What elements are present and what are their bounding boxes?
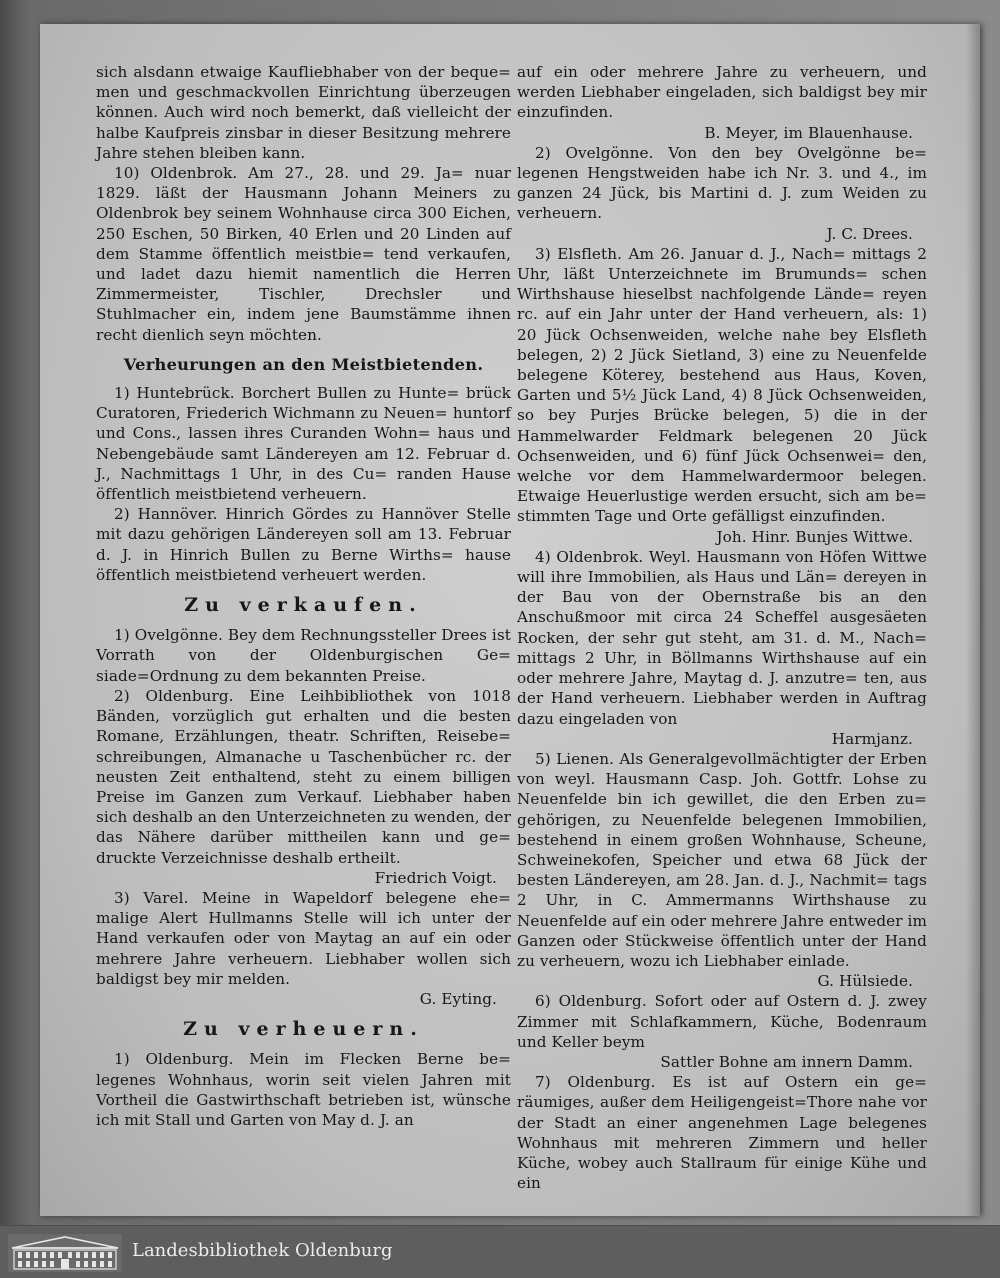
heading-for-rent: Zu verheuern. (183, 1018, 424, 1041)
rent-3-signature: Joh. Hinr. Bunjes Wittwe. (716, 527, 913, 546)
lease-1-paragraph: 1) Huntebrück. Borchert Bullen zu Hunte= brück Curatoren, Friederich Wichmann zu Neuen= huntorf und Cons., lassen ihres Curanden Wohn= haus und Nebengebäude samt Ländereyen am 12. Februar d. J., Nachmittags 1 Uhr, in des Cu= randen Hause öffentlich meistbietend verheuern. (96, 384, 511, 504)
rent-1-paragraph: 1) Oldenburg. Mein im Flecken Berne be= legenes Wohnhaus, worin seit vielen Jahren mit Vortheil die Gastwirthschaft betrieben ist, wünsche ich mit Stall und Garten von May d. J. an (96, 1050, 511, 1129)
item-10-paragraph: 10) Oldenbrok. Am 27., 28. und 29. Ja= nuar 1829. läßt der Hausmann Johann Meiners zu Oldenbrok bey seinem Wohnhause circa 300 Eichen, 250 Eschen, 50 Birken, 40 Erlen und 20 Linden auf dem Stamme öffentlich meistbie= tend verkaufen, und ladet dazu hiemit namentlich die Herren Zimmermeister, Tischler, Drechsler und Stuhlmacher ein, indem jene Baumstämme ihnen recht dienlich seyn möchten. (96, 164, 511, 344)
library-building-icon (8, 1234, 122, 1272)
rent-1-continuation: auf ein oder mehrere Jahre zu verheuern, und werden Liebhaber eingeladen, sich baldigst bey mir einzufinden. (517, 63, 927, 122)
left-column (96, 62, 511, 1130)
rent-6-signature: Sattler Bohne am innern Damm. (660, 1052, 913, 1071)
rent-7-paragraph: 7) Oldenburg. Es ist auf Ostern ein ge= räumiges, außer dem Heiligengeist=Thore nahe vor der Stadt an einer angenehmen Lage belegenes Wohnhaus mit mehreren Zimmern und heller Küche, wobey auch Stallraum für einige Kühe und ein (517, 1073, 927, 1193)
intro-paragraph: sich alsdann etwaige Kaufliebhaber von der beque= men und geschmackvollen Einrichtung überzeugen können. Auch wird noch bemerkt, daß vielleicht der halbe Kaufpreis zinsbar in dieser Besitzung mehrere Jahre stehen bleiben kann. (96, 63, 511, 162)
page-edge-shadow (966, 24, 980, 1216)
rent-4-signature: Harmjanz. (831, 729, 913, 748)
rent-6-paragraph: 6) Oldenburg. Sofort oder auf Ostern d. J. zwey Zimmer mit Schlafkammern, Küche, Bodenraum und Keller beym (517, 992, 927, 1051)
sale-2-paragraph: 2) Oldenburg. Eine Leihbibliothek von 1018 Bänden, vorzüglich gut erhalten und die besten Romane, Erzählungen, theatr. Schriften, Reisebe= schreibungen, Almanache u Taschenbücher rc. der neusten Zeit enthaltend, steht zu einem billigen Preise im Ganzen zum Verkauf. Liebhaber haben sich deshalb an den Unterzeichneten zu wenden, der das Nähere darüber mittheilen kann und ge= druckte Verzeichnisse deshalb ertheilt. (96, 686, 511, 867)
heading-for-sale: Zu verkaufen. (184, 594, 423, 617)
rent-2-paragraph: 2) Ovelgönne. Von den bey Ovelgönne be= legenen Hengstweiden habe ich Nr. 3. und 4., im ganzen 24 Jück, bis Martini d. J. zum Weiden zu verheuern. (517, 143, 927, 223)
sale-1-paragraph: 1) Ovelgönne. Bey dem Rechnungssteller Drees ist Vorrath von der Oldenburgischen Ge= siade=Ordnung zu dem bekannten Preise. (96, 626, 511, 685)
sale-3-paragraph: 3) Varel. Meine in Wapeldorf belegene ehe= malige Alert Hullmanns Stelle will ich unter der Hand verkaufen oder von Maytag an auf ein oder mehrere Jahre verheuern. Liebhaber wollen sich baldigst bey mir melden. (96, 888, 511, 988)
lease-2-paragraph: 2) Hannöver. Hinrich Gördes zu Hannöver Stelle mit dazu gehörigen Ländereyen soll am 13. Februar d. J. in Hinrich Bullen zu Berne Wirths= hause öffentlich meistbietend verheuert werden. (96, 505, 511, 584)
rent-3-paragraph: 3) Elsfleth. Am 26. Januar d. J., Nach= mittags 2 Uhr, läßt Unterzeichnete im Brumunds= schen Wirthshause hieselbst nachfolgende Lände= reyen rc. auf ein Jahr unter der Hand verheuern, als: 1) 20 Jück Ochsenweiden, welche nahe bey Elsfleth belegen, 2) 2 Jück Sietland, 3) eine zu Neuenfelde belegene Köterey, bestehend aus Haus, Koven, Garten und 5½ Jück Land, 4) 8 Jück Ochsenweiden, so bey Purjes Brücke belegen, 5) die in der Hammelwarder Feldmark belegenen 20 Jück Ochsenweiden, und 6) fünf Jück Ochsenwei= den, welche vor dem Hammelwardermoor belegen. Etwaige Heuerlustige werden ersucht, sich am be= stimmten Tage und Orte gefälligst einzufinden. (517, 244, 927, 526)
rent-2-signature: J. C. Drees. (826, 224, 913, 243)
rent-4-paragraph: 4) Oldenbrok. Weyl. Hausmann von Höfen Wittwe will ihre Immobilien, als Haus und Län= dereyen in der Bau von der Obernstraße bis an den Anschußmoor mit circa 24 Scheffel ausgesäeten Rocken, der sehr gut steht, am 31. d. M., Nach= mittags 2 Uhr, in Böllmanns Wirthshause auf ein oder mehrere Jahre, Maytag d. J. anzutre= ten, aus der Hand verheuern. Liebhaber werden in Auftrag dazu eingeladen von (517, 547, 927, 728)
sale-3-signature: G. Eyting. (419, 989, 497, 1008)
right-column (517, 62, 927, 1193)
library-name: Landesbibliothek Oldenburg (132, 1240, 393, 1261)
rent-1-signature: B. Meyer, im Blauenhause. (704, 123, 913, 142)
heading-leases: Verheurungen an den Meistbietenden. (123, 354, 484, 374)
rent-5-signature: G. Hülsiede. (817, 972, 913, 991)
rent-5-paragraph: 5) Lienen. Als Generalgevollmächtigter der Erben von weyl. Hausmann Casp. Joh. Gottfr. Lohse zu Neuenfelde bin ich gewillet, die den Erben zu= gehörigen, zu Neuenfelde belegenen Immobilien, bestehend in einem großen Wohnhause, Scheune, Schweinekofen, Speicher und etwa 68 Jück der besten Ländereyen, am 28. Jan. d. J., Nachmit= tags 2 Uhr, in C. Ammermanns Wirthshause zu Neuenfelde auf ein oder mehrere Jahre entweder im Ganzen oder Stückweise öffentlich unter der Hand zu verheuern, wozu ich Liebhaber einlade. (517, 749, 927, 970)
sale-2-signature: Friedrich Voigt. (374, 868, 497, 887)
footer-bar (0, 1225, 1000, 1278)
